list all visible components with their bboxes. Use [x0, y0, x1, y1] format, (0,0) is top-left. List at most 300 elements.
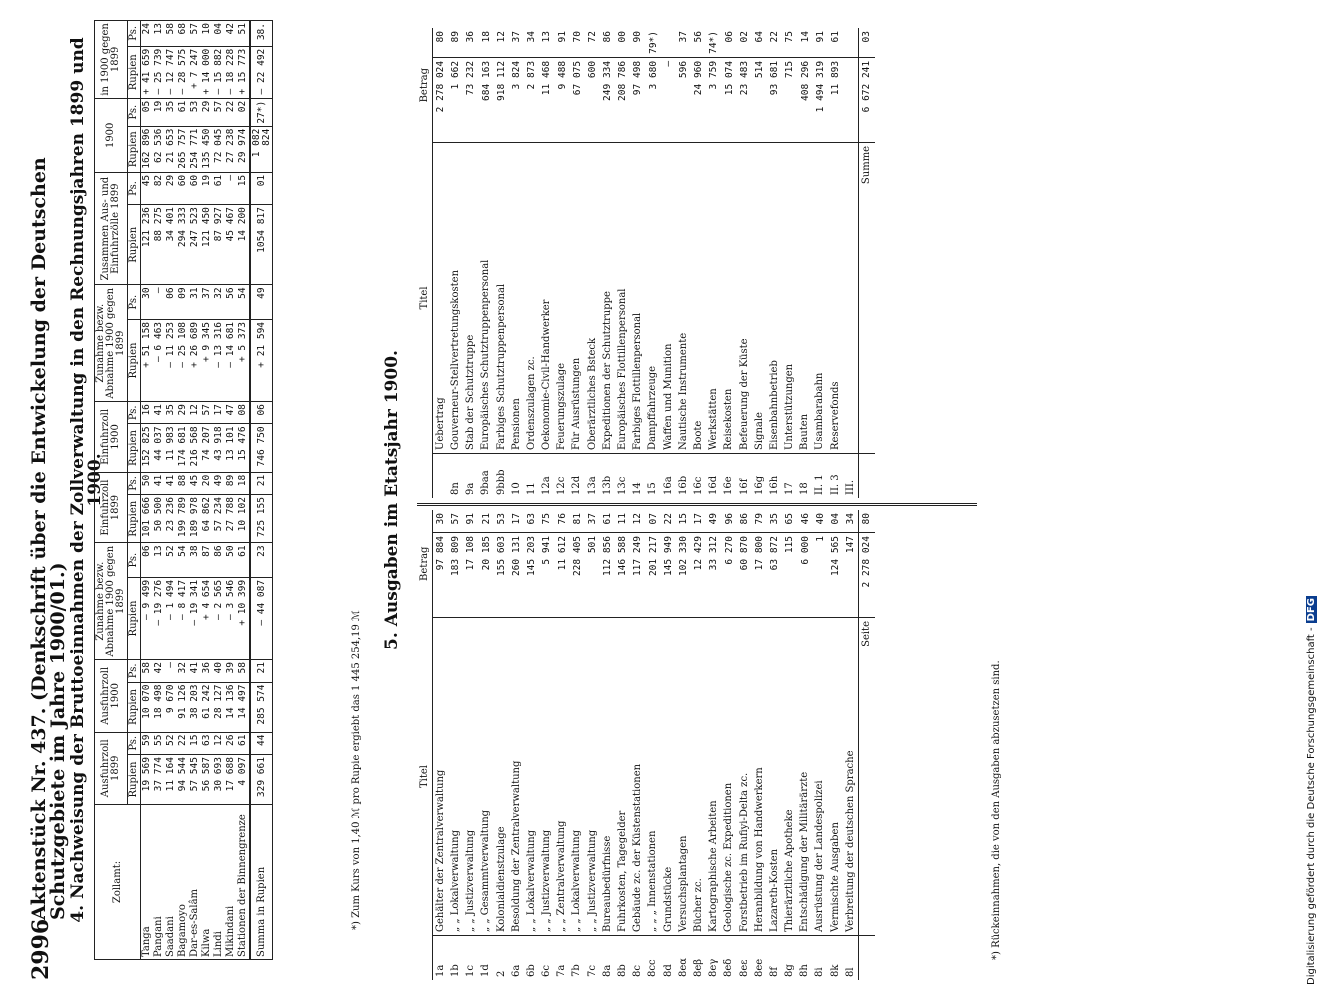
- list-item: [615, 28, 630, 498]
- titel-header-right: Titel: [417, 142, 433, 453]
- ps-value: 12: [189, 402, 201, 424]
- sum-ps-value: 21: [250, 660, 273, 683]
- ps-value: 13: [153, 543, 165, 578]
- titel-text: Dampffahrzeuge: [646, 142, 661, 453]
- betrag-value: 9 488: [556, 60, 568, 90]
- rupien-value: 254 771: [189, 126, 201, 172]
- col-ausfuhr-1900: Ausfuhrzoll 1900: [95, 660, 128, 732]
- ps-value: 41: [153, 402, 165, 424]
- section-4-footnote: *) Zum Kurs von 1,40 ℳ pro Rupie ergiebt das 1 445 254,19 ℳ: [351, 610, 362, 930]
- rupien-value: 27 788: [225, 495, 237, 543]
- rupien-value: — 18 228: [225, 46, 237, 98]
- ps-value: 58: [165, 21, 177, 47]
- titel-code: 9bbb: [495, 469, 507, 495]
- titel-code: 12c: [556, 476, 568, 495]
- betrag-value: 11 893: [829, 60, 841, 96]
- page-title: Aktenstück Nr. 437. (Denkschrift über die Entwickelung der Deutschen Schutzgebiete im Jahre 1900/01.): [28, 157, 69, 920]
- betrag-pf: 37: [676, 28, 691, 57]
- ps-value: 57: [201, 402, 213, 424]
- titel-code: 13b: [601, 475, 613, 495]
- betrag-value: 115: [784, 536, 796, 554]
- ps-value: 68: [177, 21, 189, 47]
- ps-value: 63: [201, 732, 213, 755]
- titel-text: Entschädigung der Militärärzte: [798, 618, 813, 936]
- unit-ps: Ps.: [128, 732, 141, 755]
- left-total-value: 2 278 024: [859, 533, 875, 618]
- rupien-value: 189 978: [189, 495, 201, 543]
- ps-value: —: [165, 660, 177, 683]
- betrag-pf: 80: [433, 28, 449, 57]
- titel-text: Besoldung der Zentralverwaltung: [509, 618, 524, 936]
- titel-text: Signale: [752, 142, 767, 453]
- list-item: [448, 510, 463, 980]
- rupien-value: — 1 494: [165, 577, 177, 659]
- betrag-value: 124 565: [829, 536, 841, 577]
- titel-text: „ „ „ Innenstationen: [646, 618, 661, 936]
- betrag-pf: 46: [798, 510, 813, 533]
- titel-text: Pensionen: [509, 142, 524, 453]
- betrag-value: 1 662: [450, 60, 462, 90]
- betrag-value: 97 498: [632, 60, 644, 96]
- list-item: [631, 510, 646, 980]
- betrag-value: 228 405: [571, 536, 583, 577]
- col-zusammen-1900: 1900: [95, 98, 128, 172]
- titel-text: Befeuerung der Küste: [737, 142, 752, 453]
- rupien-value: 162 896: [141, 126, 154, 172]
- rupien-value: + 41 659: [141, 46, 154, 98]
- ps-value: 58: [237, 660, 250, 683]
- titel-code: 14: [632, 482, 644, 495]
- betrag-value: 63 872: [769, 536, 781, 571]
- section-5: [384, 20, 401, 980]
- list-item: [783, 510, 798, 980]
- titel-code: 16h: [768, 475, 780, 495]
- betrag-pf: 15: [676, 510, 691, 533]
- table-row: [237, 21, 250, 960]
- titel-text: Usambarabahn: [813, 142, 828, 453]
- rupien-value: 74 207: [201, 424, 213, 472]
- rupien-value: + 10 399: [237, 577, 250, 659]
- ps-value: 41: [165, 472, 177, 494]
- rupien-value: 11 983: [165, 424, 177, 472]
- betrag-value: 596: [678, 60, 690, 79]
- expenses-right-body: [433, 28, 859, 498]
- titel-text: „ „ Lokalverwaltung: [524, 618, 539, 936]
- rupien-value: 88 275: [153, 205, 165, 285]
- rupien-value: 87 927: [213, 205, 225, 285]
- ps-value: 55: [153, 732, 165, 755]
- sum-rupien-value: — 44 087: [250, 577, 273, 659]
- ps-value: 22: [177, 732, 189, 755]
- code-header-right: [417, 454, 433, 499]
- betrag-value: 102 330: [678, 536, 690, 577]
- ps-value: 29: [177, 402, 189, 424]
- list-item: [783, 28, 798, 498]
- rupien-value: + 15 773: [237, 46, 250, 98]
- titel-code: 8b: [617, 964, 629, 977]
- betrag-pf: 36: [464, 28, 479, 57]
- col-ausfuhr-1899: Ausfuhrzoll 1899: [95, 732, 128, 804]
- rupien-value: 11 164: [165, 755, 177, 805]
- rupien-value: + 51 158: [141, 319, 154, 401]
- titel-text: Bauten: [798, 142, 813, 453]
- titel-code: 7b: [571, 964, 583, 977]
- customs-revenue-body: [141, 21, 273, 960]
- betrag-value: 147: [845, 536, 857, 554]
- list-item: [661, 510, 676, 980]
- betrag-value: 17 108: [465, 536, 477, 571]
- betrag-pf: 04: [828, 510, 843, 533]
- rupien-value: 9 670: [165, 682, 177, 732]
- titel-code: 8eβ: [692, 958, 704, 977]
- betrag-pf: 17: [509, 510, 524, 533]
- rupien-value: 72 045: [213, 126, 225, 172]
- list-item: [494, 510, 509, 980]
- titel-text: Kartographische Arbeiten: [707, 618, 722, 936]
- ps-value: 26: [225, 732, 237, 755]
- betrag-value: 3 824: [510, 60, 522, 90]
- titel-text: „ „ Zentralverwaltung: [555, 618, 570, 936]
- ps-value: 51: [237, 21, 250, 47]
- rupien-value: 14 200: [237, 205, 250, 285]
- betrag-pf: 00: [615, 28, 630, 57]
- titel-code: 8ee: [753, 958, 765, 977]
- betrag-value: 12 429: [693, 536, 705, 571]
- table-row: [177, 21, 189, 960]
- rupien-value: 38 203: [189, 682, 201, 732]
- rupien-value: + 26 689: [189, 319, 201, 401]
- titel-code: 8f: [768, 966, 780, 977]
- betrag-pf: 53: [494, 510, 509, 533]
- list-item: [464, 510, 479, 980]
- sum-rupien-value: 285 574: [250, 682, 273, 732]
- ps-value: 19: [153, 98, 165, 126]
- list-item: [737, 28, 752, 498]
- list-item: [646, 510, 661, 980]
- unit-rupien: Rupien: [128, 424, 141, 472]
- rupien-value: 61 242: [201, 682, 213, 732]
- betrag-pf: 61: [828, 28, 843, 57]
- titel-text: Boote: [691, 142, 706, 453]
- ps-value: 06: [141, 543, 154, 578]
- list-item: [722, 28, 737, 498]
- rupien-value: 121 450: [201, 205, 213, 285]
- betrag-value: 684 163: [480, 60, 492, 101]
- rupien-value: — 19 276: [153, 577, 165, 659]
- betrag-pf: 35: [767, 510, 782, 533]
- betrag-value: 260 131: [510, 536, 522, 577]
- titel-code: 8d: [662, 964, 674, 977]
- list-item: [661, 28, 676, 498]
- rupien-value: 10 070: [141, 682, 154, 732]
- titel-code: 12d: [571, 475, 583, 495]
- col-einfuhr-1899: Einfuhrzoll 1899: [95, 472, 128, 543]
- rupien-value: 56 587: [201, 755, 213, 805]
- titel-code: 1c: [465, 965, 477, 977]
- titel-text: Unterstützungen: [783, 142, 798, 453]
- titel-text: Reisekosten: [722, 142, 737, 453]
- betrag-pf: 75: [783, 28, 798, 57]
- dfg-logo: DFG: [1306, 598, 1317, 622]
- rupien-value: 15 476: [237, 424, 250, 472]
- zollamt-name: Bagamoyo: [177, 805, 189, 960]
- ps-value: 05: [141, 98, 154, 126]
- list-item: [509, 510, 524, 980]
- ps-value: 10: [201, 21, 213, 47]
- ps-value: 45: [141, 172, 154, 204]
- list-item: [509, 28, 524, 498]
- titel-code: II. 3: [829, 474, 841, 495]
- titel-text: Bureaubedürfnisse: [600, 618, 615, 936]
- rupien-value: — 28 575: [177, 46, 189, 98]
- list-item: [828, 28, 843, 498]
- titel-text: Bücher zc.: [691, 618, 706, 936]
- betrag-pf: 17: [691, 510, 706, 533]
- list-item: [464, 28, 479, 498]
- zollamt-name: Mikindani: [225, 805, 237, 960]
- ps-value: —: [225, 172, 237, 204]
- ps-value: 12: [213, 732, 225, 755]
- ps-value: 31: [189, 285, 201, 320]
- column-divider: [417, 503, 977, 506]
- titel-code: 8cc: [647, 959, 659, 977]
- betrag-value: —: [662, 60, 674, 67]
- titel-code: 8i: [814, 967, 826, 977]
- ps-value: 53: [189, 98, 201, 126]
- betrag-pf: 72: [585, 28, 600, 57]
- ps-value: 61: [177, 98, 189, 126]
- titel-code: 8n: [449, 482, 461, 495]
- titel-code: 8k: [829, 964, 841, 977]
- betrag-pf: [843, 28, 859, 57]
- list-item: [707, 28, 722, 498]
- betrag-value: 33 312: [708, 536, 720, 571]
- betrag-pf: 65: [783, 510, 798, 533]
- sum-ps-value: 06: [250, 402, 273, 424]
- titel-text: Gouverneur-Stellvertretungskosten: [448, 142, 463, 453]
- titel-text: Heranbildung von Handwerkern: [752, 618, 767, 936]
- table-row: [165, 21, 177, 960]
- betrag-value: 73 232: [465, 60, 477, 96]
- list-item: [828, 510, 843, 980]
- right-total-pf: 03: [859, 28, 875, 57]
- page-number: 2996: [28, 918, 54, 980]
- unit-rupien: Rupien: [128, 577, 141, 659]
- col-zollamt: Zollamt:: [95, 805, 141, 960]
- ps-value: 13: [153, 21, 165, 47]
- titel-code: 8h: [799, 964, 811, 977]
- list-item: [767, 28, 782, 498]
- titel-code: 7a: [556, 964, 568, 977]
- betrag-pf: 06: [722, 28, 737, 57]
- rupien-value: — 12 747: [165, 46, 177, 98]
- sum-rupien-value: — 22 492: [250, 46, 273, 98]
- list-item: [676, 510, 691, 980]
- titel-code: 9baa: [480, 470, 492, 495]
- ps-value: 24: [141, 21, 154, 47]
- betrag-pf: 11: [615, 510, 630, 533]
- betrag-value: 715: [784, 60, 796, 79]
- rupien-value: 14 497: [237, 682, 250, 732]
- rupien-value: — 11 253: [165, 319, 177, 401]
- sum-rupien-value: 1 082 824: [250, 126, 273, 172]
- unit-ps: Ps.: [128, 402, 141, 424]
- titel-text: Vermischte Ausgaben: [828, 618, 843, 936]
- titel-code: 11: [525, 482, 537, 495]
- rupien-value: + 9 345: [201, 319, 213, 401]
- rupien-value: 216 568: [189, 424, 201, 472]
- betrag-value: 146 588: [617, 536, 629, 577]
- rupien-value: 27 238: [225, 126, 237, 172]
- betrag-value: 23 483: [738, 60, 750, 96]
- sum-ps-value: 44: [250, 732, 273, 755]
- rupien-value: 135 450: [201, 126, 213, 172]
- betrag-value: 2 873: [526, 60, 538, 90]
- section-5-title: 5. Ausgaben im Etatsjahr 1900.: [382, 350, 402, 650]
- titel-text: Geologische zc. Expeditionen: [722, 618, 737, 936]
- ps-value: 89: [225, 472, 237, 494]
- betrag-value: 60 870: [738, 536, 750, 571]
- ps-value: 22: [225, 98, 237, 126]
- unit-rupien: Rupien: [128, 755, 141, 805]
- betrag-pf: [661, 28, 676, 57]
- betrag-value: 514: [753, 60, 765, 79]
- titel-code: 1b: [449, 964, 461, 977]
- betrag-pf: 18: [479, 28, 494, 57]
- betrag-value: 155 603: [495, 536, 507, 577]
- list-item: [631, 28, 646, 498]
- titel-code: 8eε: [738, 959, 750, 977]
- titel-text: Eisenbahnbetrieb: [767, 142, 782, 453]
- titel-text: Ordenszulagen zc.: [524, 142, 539, 453]
- rupien-value: 294 333: [177, 205, 189, 285]
- ps-value: 61: [237, 543, 250, 578]
- titel-text: Kolonialdienstzulage: [494, 618, 509, 936]
- list-item: [524, 510, 539, 980]
- expenses-right-column: [417, 28, 875, 498]
- betrag-value: 918 112: [495, 60, 507, 101]
- betrag-value: 3 680: [647, 60, 659, 90]
- betrag-value: 208 786: [617, 60, 629, 101]
- right-total-row: [859, 28, 875, 498]
- rupien-value: 152 825: [141, 424, 154, 472]
- betrag-pf: 22: [661, 510, 676, 533]
- unit-rupien: Rupien: [128, 319, 141, 401]
- ps-value: 57: [189, 21, 201, 47]
- unit-rupien: Rupien: [128, 46, 141, 98]
- list-item: [615, 510, 630, 980]
- titel-code: 2: [495, 970, 507, 977]
- sum-ps-value: 49: [250, 285, 273, 320]
- titel-code: 8l: [844, 967, 856, 977]
- betrag-pf: 34: [524, 28, 539, 57]
- ps-value: 61: [237, 732, 250, 755]
- rupien-value: 30 693: [213, 755, 225, 805]
- rotated-page-content: [22, 20, 1292, 980]
- ps-value: 50: [141, 472, 154, 494]
- titel-text: Verbreitung der deutschen Sprache: [843, 618, 859, 936]
- rupien-value: 29 974: [237, 126, 250, 172]
- betrag-value: [843, 57, 859, 142]
- betrag-pf: 22: [767, 28, 782, 57]
- rupien-value: 34 401: [165, 205, 177, 285]
- betrag-value: 117 249: [632, 536, 644, 577]
- betrag-pf: 13: [540, 28, 555, 57]
- ps-value: 19: [201, 172, 213, 204]
- betrag-pf: 21: [479, 510, 494, 533]
- expenses-left-body: [433, 510, 859, 980]
- ps-value: 54: [177, 543, 189, 578]
- betrag-value: 11 612: [556, 536, 568, 571]
- list-item: [524, 28, 539, 498]
- rupien-value: 45 467: [225, 205, 237, 285]
- rupien-value: 94 544: [177, 755, 189, 805]
- titel-code: 16c: [692, 476, 704, 495]
- titel-text: „ „ Justizverwaltung: [585, 618, 600, 936]
- betrag-pf: 74*): [707, 28, 722, 57]
- ps-value: 42: [225, 21, 237, 47]
- unit-ps: Ps.: [128, 472, 141, 494]
- rupien-value: — 6 463: [153, 319, 165, 401]
- list-item: [813, 510, 828, 980]
- ps-value: 61: [213, 172, 225, 204]
- unit-ps: Ps.: [128, 98, 141, 126]
- titel-text: Gebäude zc. der Küstenstationen: [631, 618, 646, 936]
- list-item: [433, 510, 449, 980]
- betrag-pf: 96: [722, 510, 737, 533]
- col-zunahme-ausfuhr: Zunahme bezw. Abnahme 1900 gegen 1899: [95, 543, 128, 660]
- titel-text: Werkstätten: [707, 142, 722, 453]
- titel-text: Stab der Schutztruppe: [464, 142, 479, 453]
- zollamt-name: Kilwa: [201, 805, 213, 960]
- ps-value: 29: [165, 172, 177, 204]
- zollamt-name: Pangani: [153, 805, 165, 960]
- betrag-value: 24 960: [693, 60, 705, 96]
- titel-text: „ „ Lokalverwaltung: [570, 618, 585, 936]
- titel-text: „ „ Justizverwaltung: [540, 618, 555, 936]
- zollamt-name: Stationen der Binnengrenze: [237, 805, 250, 960]
- betrag-pf: 49: [707, 510, 722, 533]
- ps-value: 47: [225, 402, 237, 424]
- list-item: [722, 510, 737, 980]
- list-item: [843, 510, 859, 980]
- titel-code: 8eγ: [708, 958, 720, 977]
- unit-rupien: Rupien: [128, 126, 141, 172]
- betrag-value: 408 296: [799, 60, 811, 101]
- betrag-value: 67 075: [571, 60, 583, 96]
- unit-ps: Ps.: [128, 543, 141, 578]
- list-item: [752, 28, 767, 498]
- betrag-pf: 91: [555, 28, 570, 57]
- betrag-pf: 56: [691, 28, 706, 57]
- betrag-value: 249 334: [602, 60, 614, 101]
- sum-ps-value: 01: [250, 172, 273, 204]
- rupien-value: 57 545: [189, 755, 201, 805]
- unit-rupien: Rupien: [128, 205, 141, 285]
- zollamt-name: Dar-es-Salâm: [189, 805, 201, 960]
- credit-text: Digitalisierung gefördert durch die Deutsche Forschungsgemeinschaft -: [1306, 627, 1317, 985]
- titel-code: 16d: [708, 475, 720, 495]
- unit-rupien: Rupien: [128, 682, 141, 732]
- betrag-value: 20 185: [480, 536, 492, 571]
- betrag-value: 11 468: [541, 60, 553, 96]
- rupien-value: 121 236: [141, 205, 154, 285]
- rupien-value: + 5 373: [237, 319, 250, 401]
- ps-value: 41: [153, 472, 165, 494]
- betrag-header-right: Betrag: [417, 28, 433, 142]
- list-item: [555, 510, 570, 980]
- list-item: [585, 510, 600, 980]
